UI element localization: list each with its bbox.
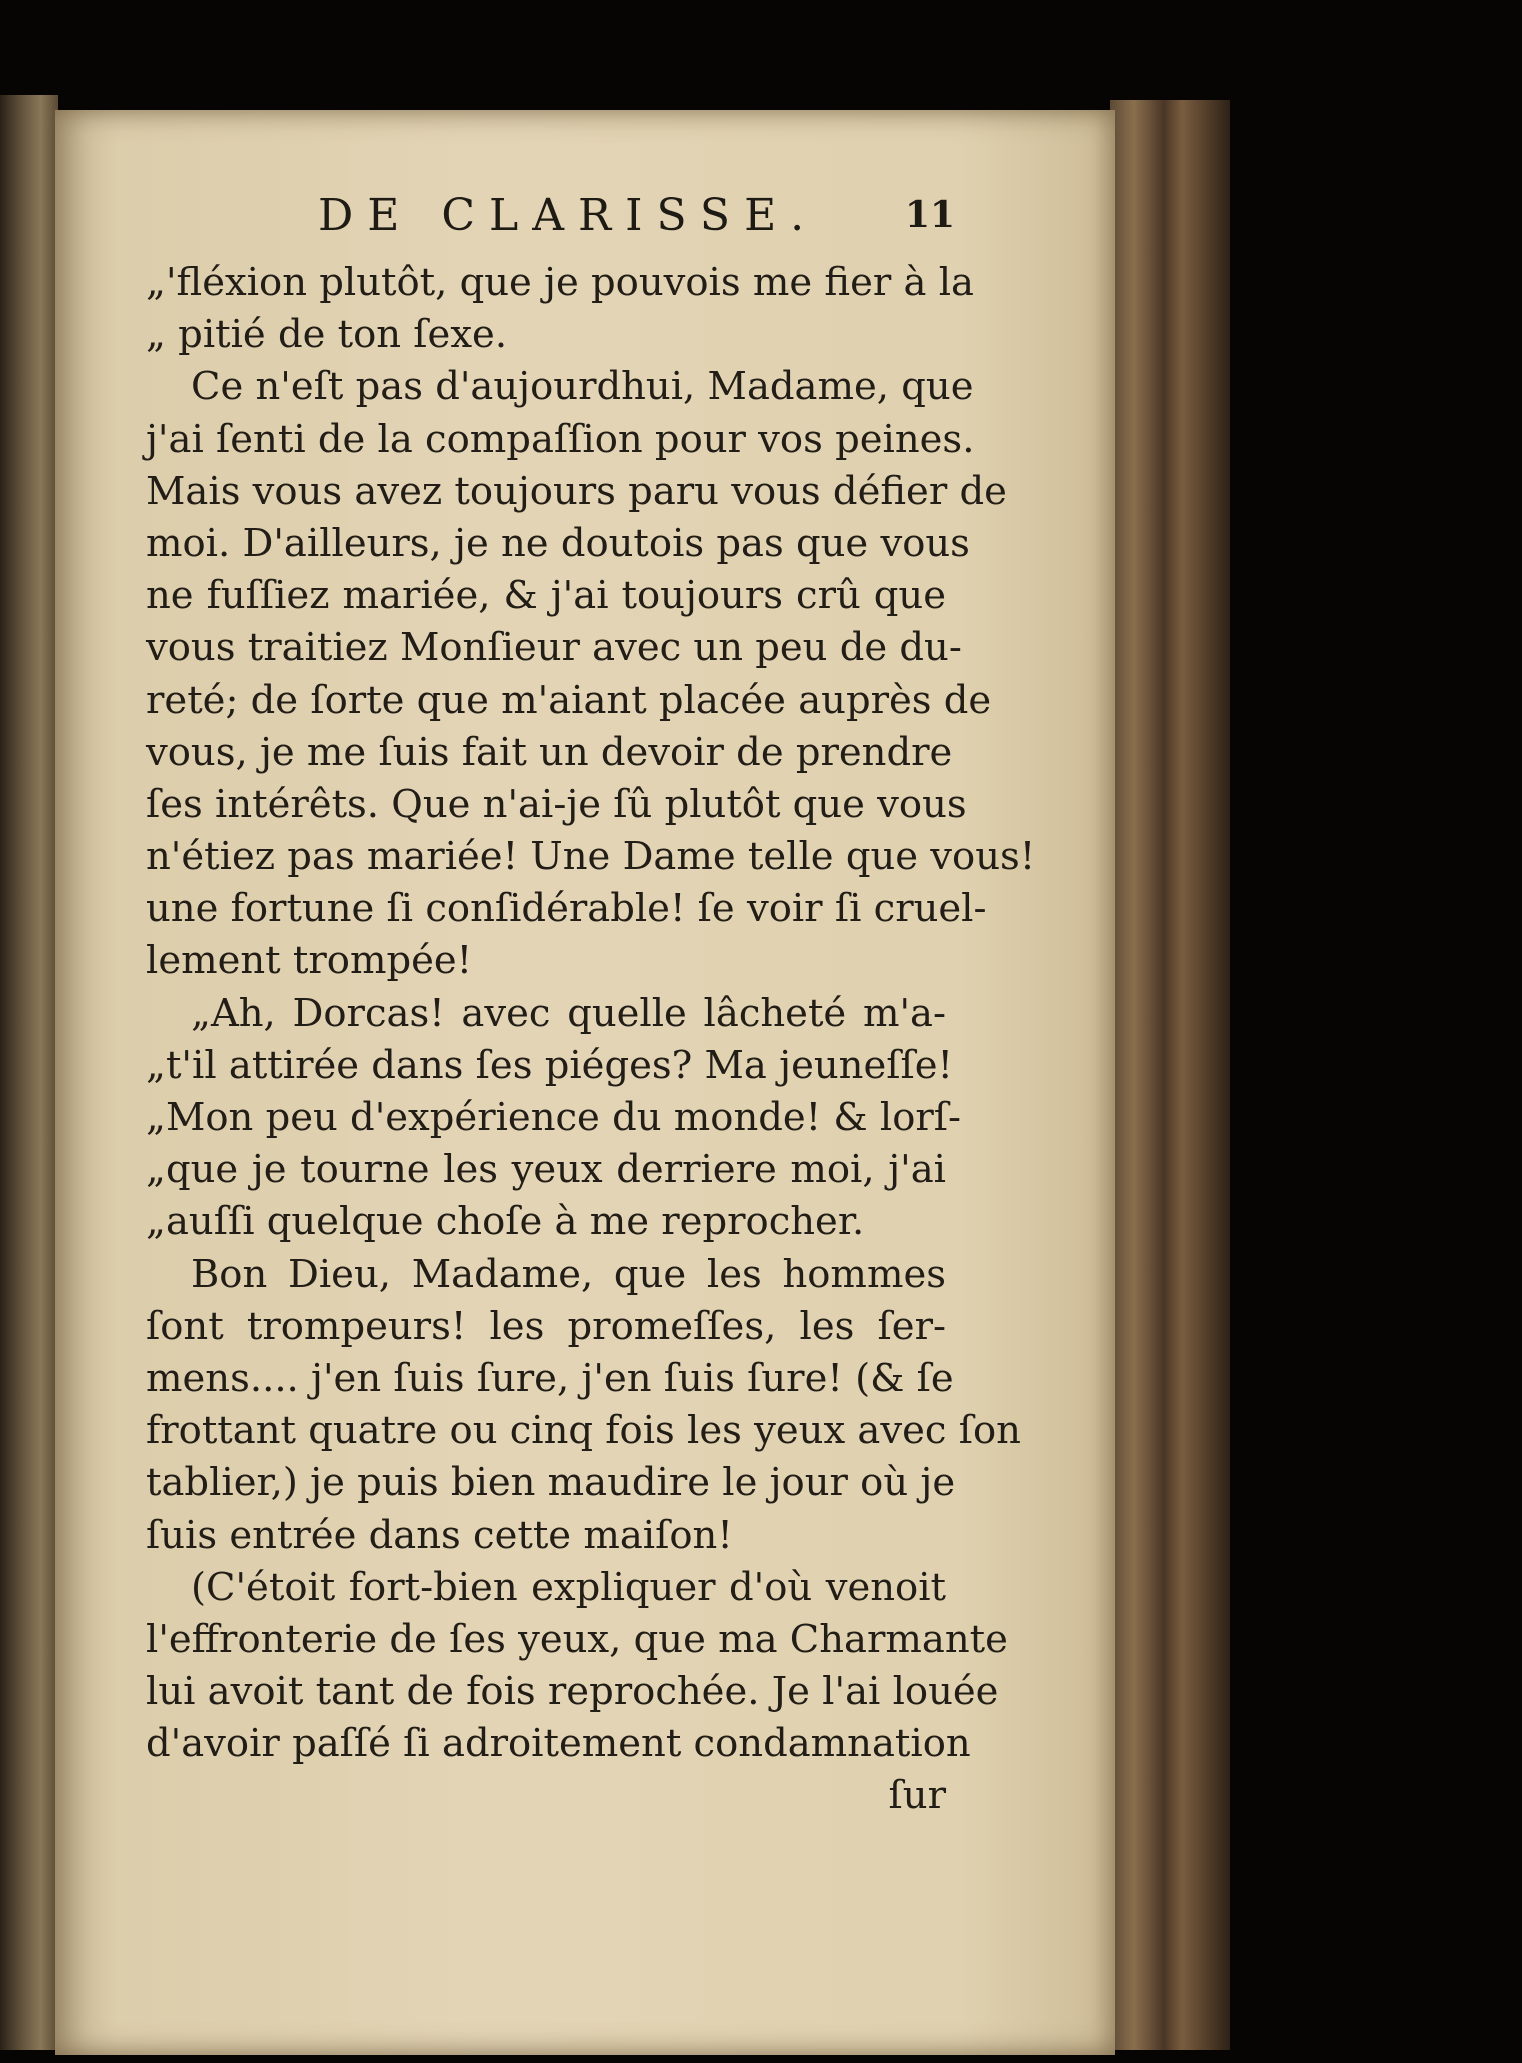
text-line: reté; de ſorte que m'aiant placée auprès de <box>146 677 992 723</box>
text-line: Bon Dieu, Madame, que les hommes <box>191 1251 946 1297</box>
text-line: ſuis entrée dans cette maiſon! <box>146 1512 733 1558</box>
text-line: n'étiez pas mariée! Une Dame telle que vous! <box>146 834 1036 880</box>
text-line: „'fléxion plutôt, que je pouvois me fier à la <box>146 260 974 305</box>
text-line: „auſſi quelque choſe à me reprocher. <box>146 1199 865 1245</box>
text-line: vous traitiez Monſieur avec un peu de du- <box>146 625 962 671</box>
page-header <box>0 190 1522 240</box>
body-text <box>146 257 1036 1823</box>
text-line: ſes intérêts. Que n'ai-je ſû plutôt que vous <box>146 781 967 827</box>
text-line: mens.... j'en ſuis ſure, j'en ſuis ſure! (& ſe <box>146 1355 954 1401</box>
text-line: vous, je me ſuis fait un devoir de prendre <box>146 729 953 775</box>
text-line: tablier,) je puis bien maudire le jour où je <box>146 1460 956 1506</box>
text-line: „Ah, Dorcas! avec quelle lâcheté m'a- <box>191 990 946 1036</box>
text-line: lement trompée! <box>146 938 473 984</box>
text-line: frottant quatre ou cinq fois les yeux avec ſon <box>146 1408 1021 1454</box>
catchword: ſur <box>888 1773 946 1819</box>
running-head: DE CLARISSE. <box>318 190 819 241</box>
text-line: moi. D'ailleurs, je ne doutois pas que vous <box>146 520 970 566</box>
text-line: ne fuſſiez mariée, & j'ai toujours crû que <box>146 573 946 619</box>
text-line: ſont trompeurs! les promeſſes, les ſer- <box>146 1303 946 1349</box>
text-line: „ pitié de ton ſexe. <box>146 312 508 358</box>
text-line: j'ai ſenti de la compaſſion pour vos peines. <box>146 416 975 462</box>
text-line: „que je tourne les yeux derriere moi, j'ai <box>146 1147 946 1193</box>
text-line: une fortune ſi conſidérable! ſe voir ſi cruel- <box>146 886 987 932</box>
text-line: d'avoir paſſé ſi adroitement condamnation <box>146 1721 971 1767</box>
page-number: 11 <box>905 194 956 236</box>
text-line: (C'étoit fort-bien expliquer d'où venoit <box>191 1564 946 1610</box>
text-line: Mais vous avez toujours paru vous défier de <box>146 468 1007 514</box>
text-line: „Mon peu d'expérience du monde! & lorſ- <box>146 1095 962 1140</box>
text-line: lui avoit tant de fois reprochée. Je l'ai louée <box>146 1669 999 1715</box>
left-page-edge <box>0 95 58 2050</box>
text-line: Ce n'eſt pas d'aujourdhui, Madame, que <box>191 364 974 410</box>
book-fore-edge <box>1110 100 1230 2050</box>
text-line: „t'il attirée dans ſes piéges? Ma jeuneſſe! <box>146 1042 953 1088</box>
text-line: l'effronterie de ſes yeux, que ma Charmante <box>146 1616 1008 1662</box>
